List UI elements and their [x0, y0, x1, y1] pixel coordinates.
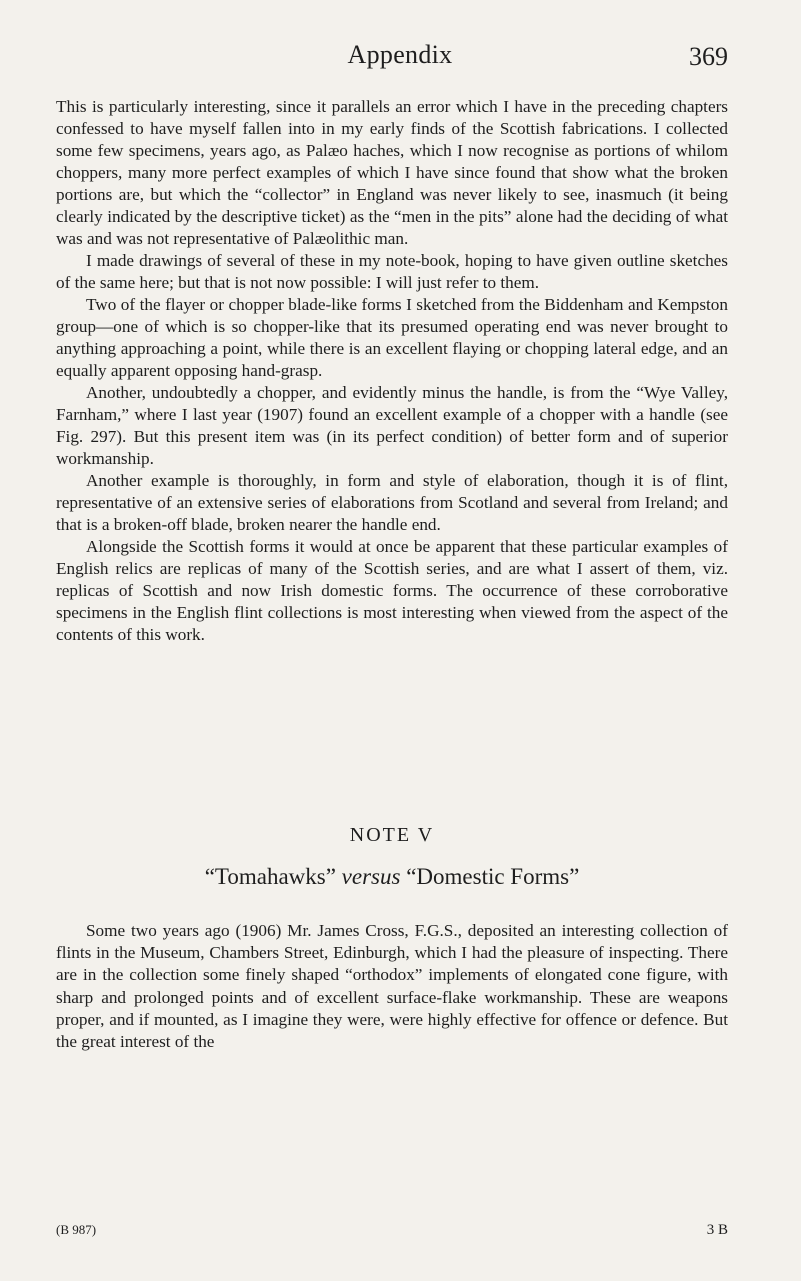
paragraph: Another, undoubtedly a chopper, and evidently minus the handle, is from the “Wye Valley, Farnham,” where I last year (1907) found an excellent example of a chopper with a handle (see Fig. 297). But this present item was (in its perfect condition) of better form and of superior workmanship. [56, 383, 728, 468]
note-title-part1: “Tomahawks” [204, 864, 336, 889]
note-paragraph: Some two years ago (1906) Mr. James Cross, F.G.S., deposited an interesting collection of flints in the Museum, Chambers Street, Edinburgh, which I had the pleasure of inspecting. There are in the collection some finely shaped “orthodox” implements of elongated cone figure, with sharp and prolonged points and of excellent surface-flake workmanship. These are weapons proper, and if mounted, as I imagine they were, were highly effective for offence or defence. But the great interest of the [56, 921, 728, 1052]
note-text [56, 920, 728, 1053]
page-header [70, 40, 730, 80]
note-title [56, 864, 728, 890]
paragraph: Two of the flayer or chopper blade-like forms I sketched from the Biddenham and Kempston group—one of which is so chopper-like that its presumed operating end was never brought to anything approaching a point, while there is an excellent flaying or chopping lateral edge, and an equally apparent opposing hand-grasp. [56, 295, 728, 380]
page-number: 369 [689, 42, 728, 71]
note-title-part2: “Domestic Forms” [406, 864, 580, 889]
printer-mark: (B 987) [56, 1222, 97, 1237]
body-text [56, 96, 728, 646]
page-footer [56, 1222, 728, 1262]
running-head: Appendix [347, 40, 453, 69]
paragraph: Another example is thoroughly, in form and style of elaboration, though it is of flint, representative of an extensive series of elaborations from Scotland and several from Ireland; and that is a broken-off blade, broken nearer the handle end. [56, 471, 728, 534]
paragraph: I made drawings of several of these in my note-book, hoping to have given outline sketches of the same here; but that is not now possible: I will just refer to them. [56, 251, 728, 292]
note-title-versus: versus [341, 864, 401, 889]
paragraph: This is particularly interesting, since it parallels an error which I have in the preceding chapters confessed to have myself fallen into in my early finds of the Scottish fabrications. I collected some few specimens, years ago, as Palæo haches, which I now recognise as portions of whilom choppers, many more perfect examples of which I have since found that show what the broken portions are, but which the “collector” in England was never likely to see, inasmuch (it being clearly indicated by the descriptive ticket) as the “men in the pits” alone had the deciding of what was and was not representative of Palæolithic man. [56, 97, 728, 248]
note-heading: NOTE V [349, 824, 435, 846]
signature-mark: 3 B [706, 1222, 728, 1238]
paragraph: Alongside the Scottish forms it would at once be apparent that these particular examples of English relics are replicas of many of the Scottish series, and are what I assert of them, viz. replicas of Scottish and now Irish domestic forms. The occurrence of these corroborative specimens in the English flint collections is most interesting when viewed from the aspect of the contents of this work. [56, 537, 728, 644]
